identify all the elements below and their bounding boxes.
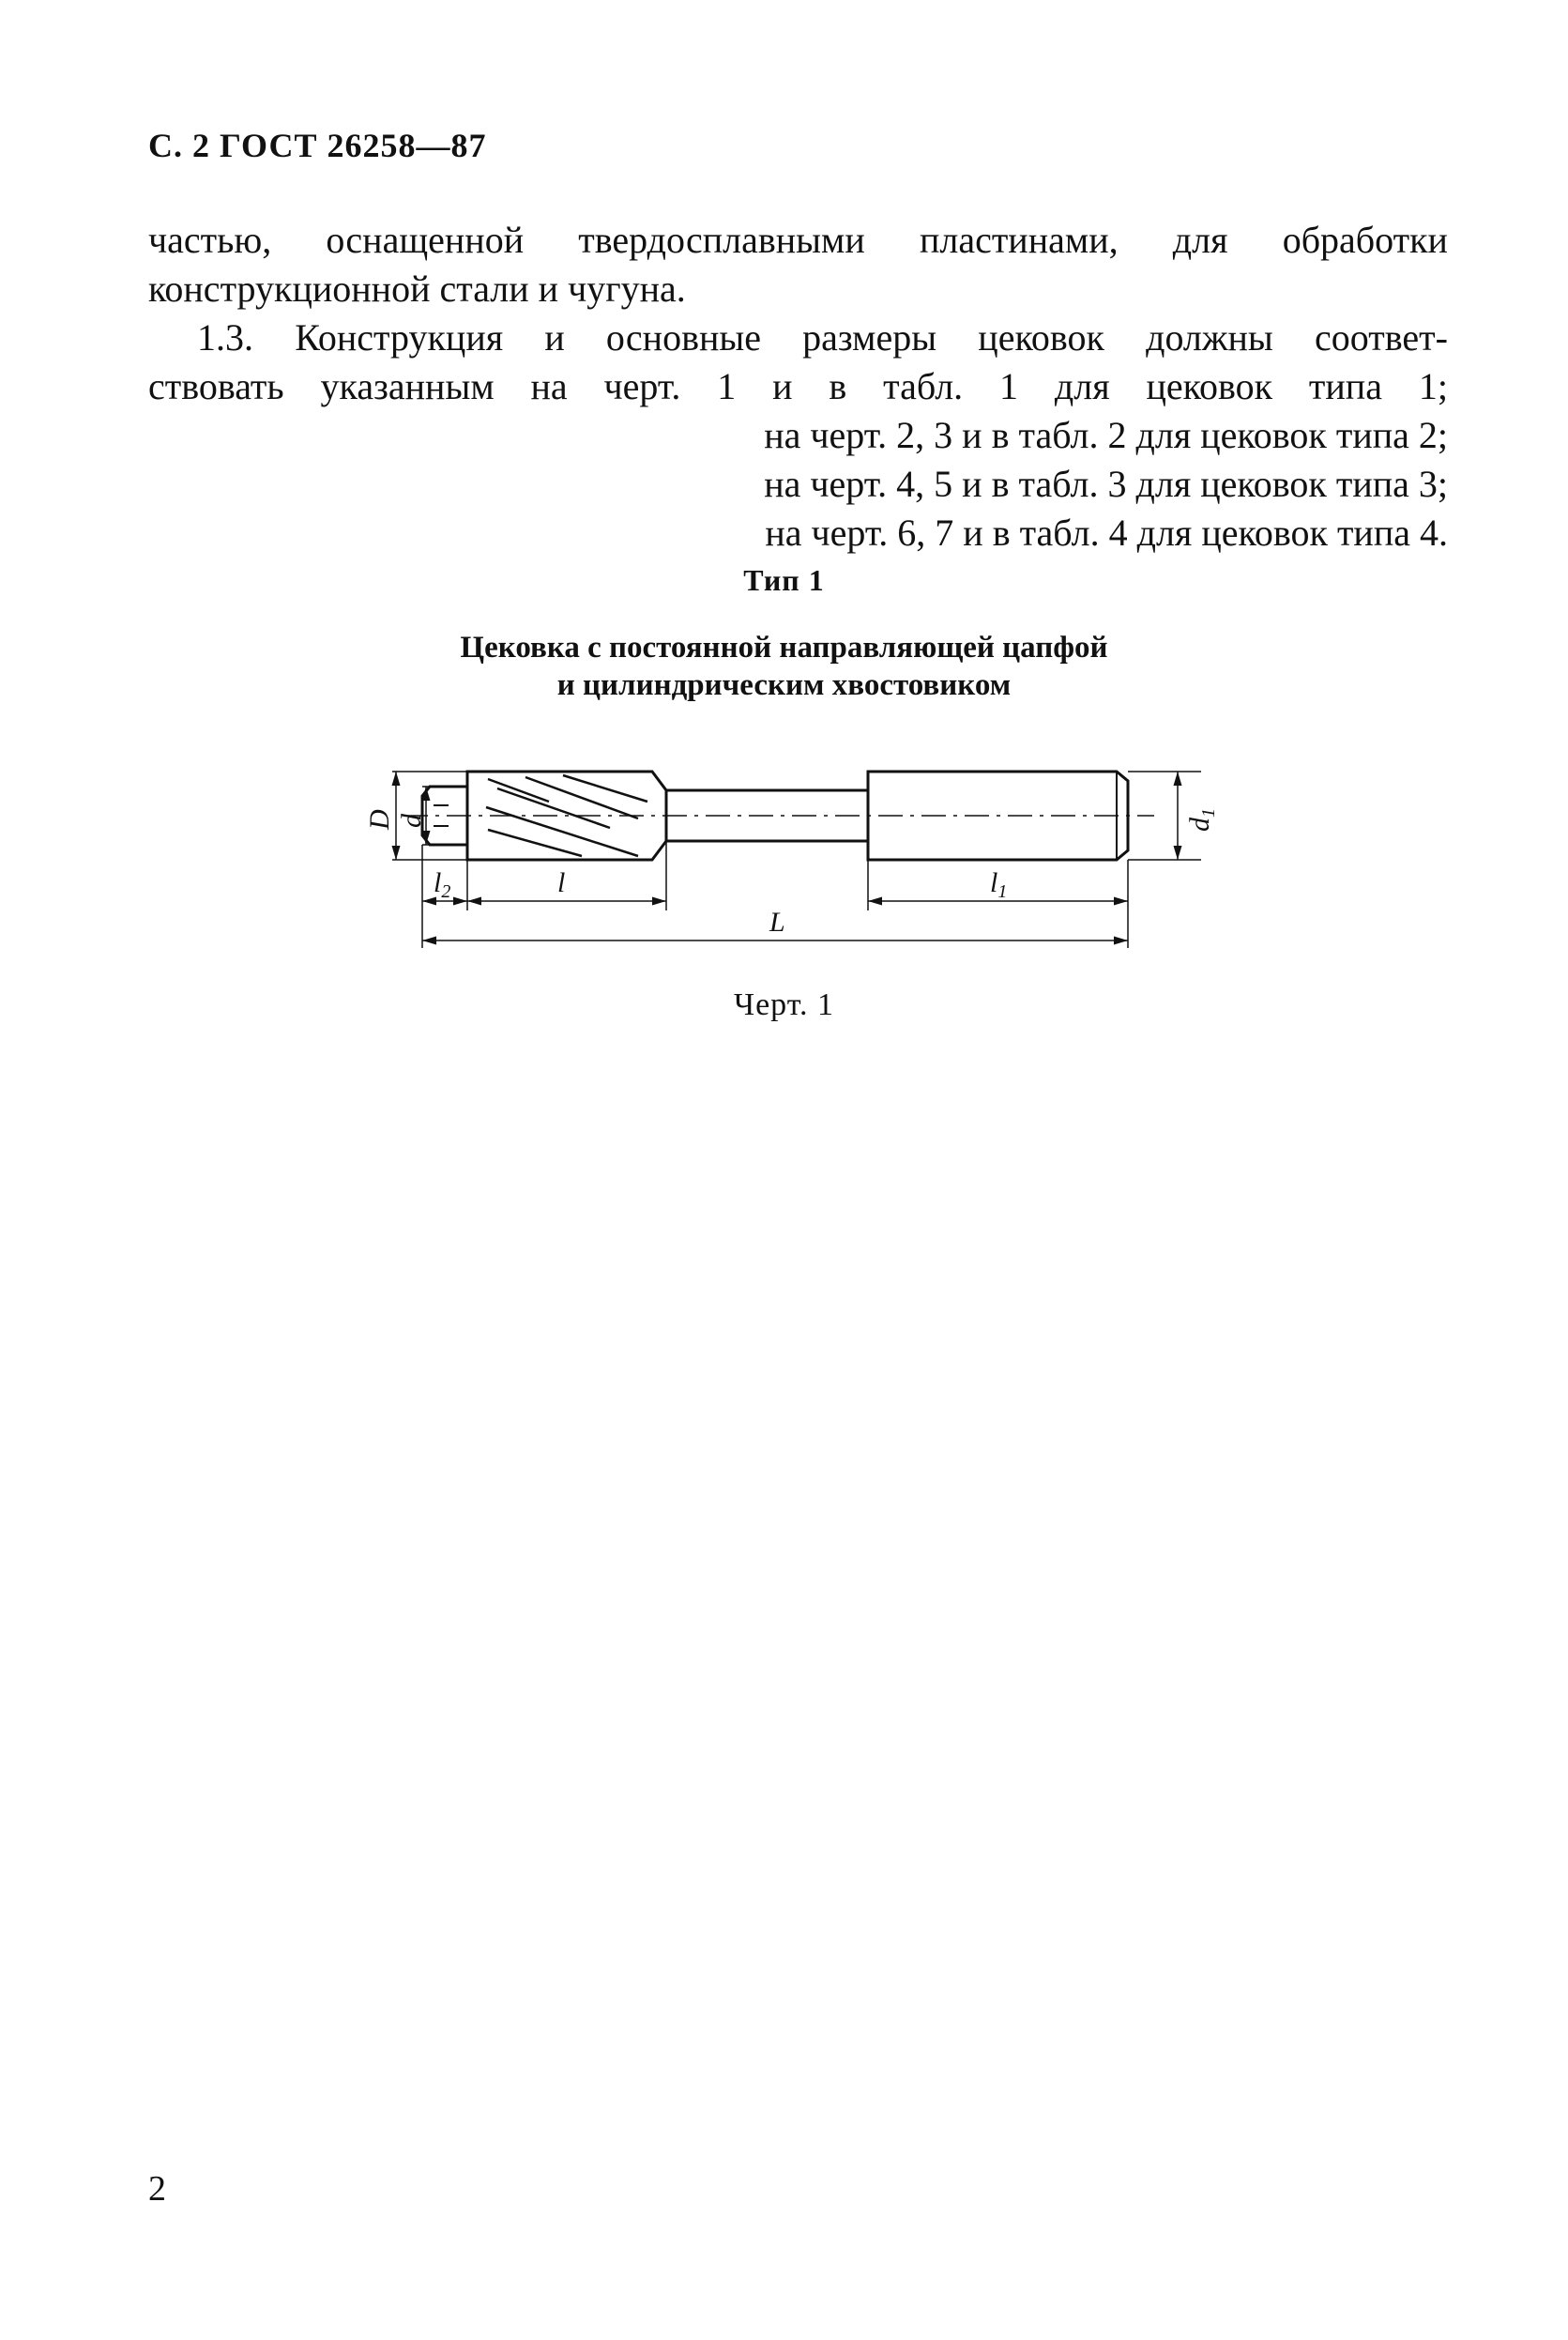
paragraph-line: частью, оснащенной твердосплавными пластинами, для обработки bbox=[148, 219, 1448, 261]
paragraph-continuation bbox=[148, 216, 1448, 314]
paragraph-line: на черт. 4, 5 и в табл. 3 для цековок типа 3; bbox=[764, 463, 1448, 505]
label-l1: $l_1$ bbox=[990, 867, 1008, 902]
label-l2: $l_2$ bbox=[434, 867, 451, 902]
counterbore-drawing bbox=[328, 732, 1220, 957]
label-L: L bbox=[769, 907, 785, 938]
page-header: С. 2 ГОСТ 26258—87 bbox=[148, 127, 487, 164]
label-d1: $d_1$ bbox=[1184, 808, 1219, 832]
figure-label: Черт. 1 bbox=[733, 987, 835, 1022]
paragraph-line: ствовать указанным на черт. 1 и в табл. 1 для цековок типа 1; bbox=[148, 365, 1448, 407]
paragraph-1-3 bbox=[148, 314, 1448, 558]
page-number: 2 bbox=[148, 2169, 166, 2209]
label-l: l bbox=[557, 867, 566, 898]
caption-line: и цилиндрическим хвостовиком bbox=[556, 668, 1012, 702]
label-d: d bbox=[396, 814, 427, 828]
type-title: Тип 1 bbox=[743, 563, 825, 597]
paragraph-line: 1.3. Конструкция и основные размеры цековок должны соответ- bbox=[197, 316, 1448, 359]
label-D: D bbox=[364, 809, 395, 830]
paragraph-line: на черт. 6, 7 и в табл. 4 для цековок типа 4. bbox=[765, 512, 1448, 554]
drawing-caption bbox=[0, 629, 1568, 704]
paragraph-line: конструкционной стали и чугуна. bbox=[148, 268, 686, 310]
caption-line: Цековка с постоянной направляющей цапфой bbox=[460, 631, 1108, 665]
paragraph-line: на черт. 2, 3 и в табл. 2 для цековок типа 2; bbox=[764, 414, 1448, 456]
